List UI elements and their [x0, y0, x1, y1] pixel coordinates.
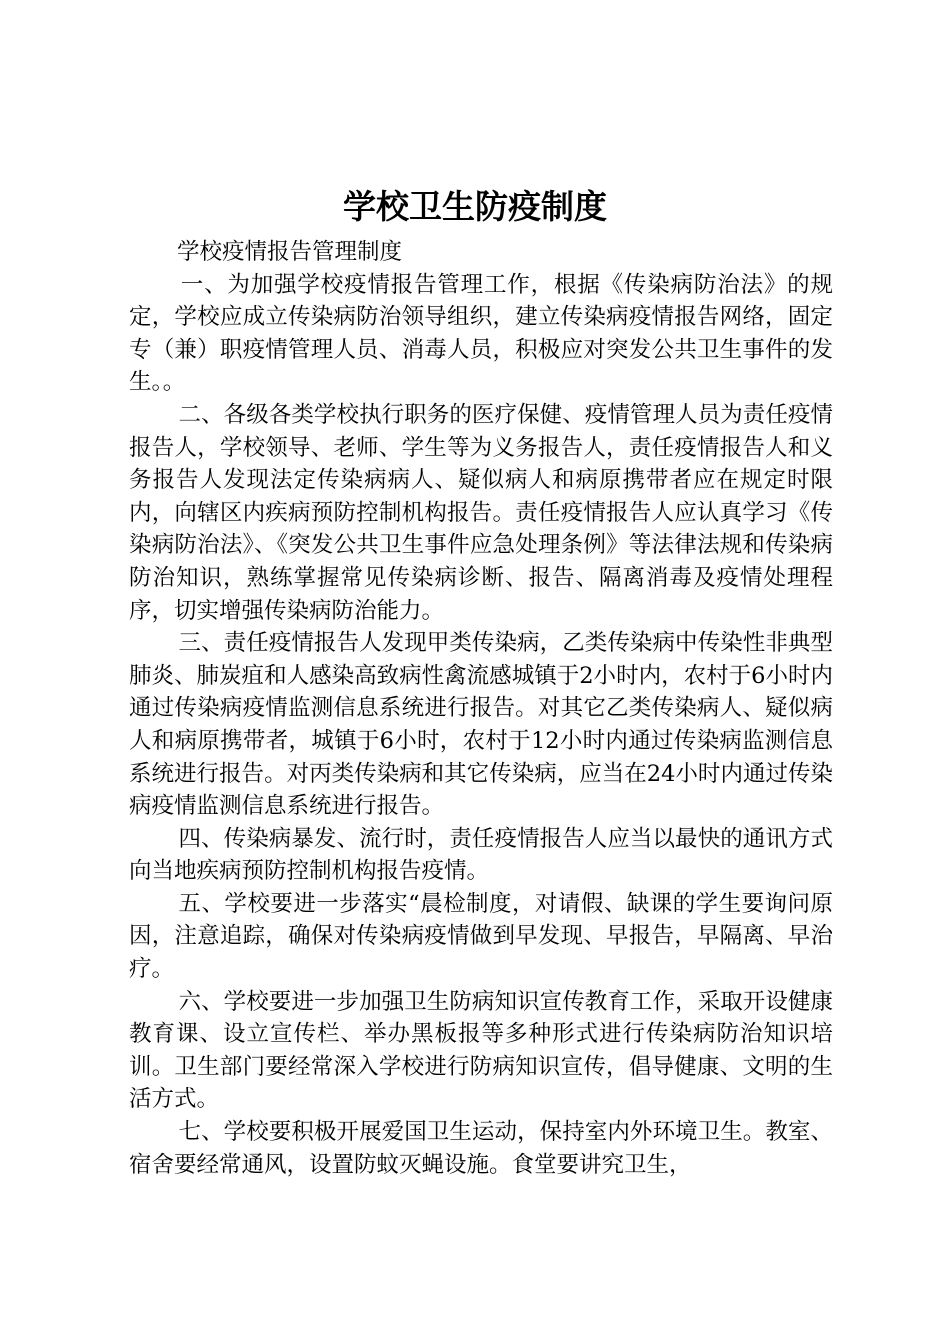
- paragraph-3: 三、责任疫情报告人发现甲类传染病，乙类传染病中传染性非典型肺炎、肺炭疽和人感染高致病性禽流感城镇于2小时内，农村于6小时内通过传染病疫情监测信息系统进行报告。对其它乙类传染病人、疑似病人和病原携带者，城镇于6小时，农村于12小时内通过传染病监测信息系统进行报告。对丙类传染病和其它传染病，应当在24小时内通过传染病疫情监测信息系统进行报告。: [129, 630, 833, 820]
- document-title: 学校卫生防疫制度: [343, 187, 607, 226]
- paragraph-7: 七、学校要积极开展爱国卫生运动，保持室内外环境卫生。教室、宿舍要经常通风，设置防蚊灭蝇设施。食堂要讲究卫生，: [129, 1119, 833, 1178]
- paragraph-2: 二、各级各类学校执行职务的医疗保健、疫情管理人员为责任疫情报告人，学校领导、老师、学生等为义务报告人，责任疫情报告人和义务报告人发现法定传染病病人、疑似病人和病原携带者应在规定时限内，向辖区内疾病预防控制机构报告。责任疫情报告人应认真学习《传染病防治法》、《突发公共卫生事件应急处理条例》等法律法规和传染病防治知识，熟练掌握常见传染病诊断、报告、隔离消毒及疫情处理程序，切实增强传染病防治能力。: [129, 401, 833, 624]
- paragraph-5: 五、学校要进一步落实“晨检制度，对请假、缺课的学生要询问原因，注意追踪，确保对传染病疫情做到早发现、早报告，早隔离、早治疗。: [129, 890, 833, 983]
- section-subheading: 学校疫情报告管理制度: [177, 239, 403, 265]
- document-body: [129, 236, 833, 1181]
- paragraph-1: 一、为加强学校疫情报告管理工作，根据《传染病防治法》的规定，学校应成立传染病防治领导组织，建立传染病疫情报告网络，固定专（兼）职疫情管理人员、消毒人员，积极应对突发公共卫生事件的发生。。: [129, 271, 833, 396]
- paragraph-6: 六、学校要进一步加强卫生防病知识宣传教育工作，采取开设健康教育课、设立宣传栏、举办黑板报等多种形式进行传染病防治知识培训。卫生部门要经常深入学校进行防病知识宣传，倡导健康、文明的生活方式。: [129, 988, 833, 1113]
- paragraph-4: 四、传染病暴发、流行时，责任疫情报告人应当以最快的通讯方式向当地疾病预防控制机构报告疫情。: [129, 825, 833, 885]
